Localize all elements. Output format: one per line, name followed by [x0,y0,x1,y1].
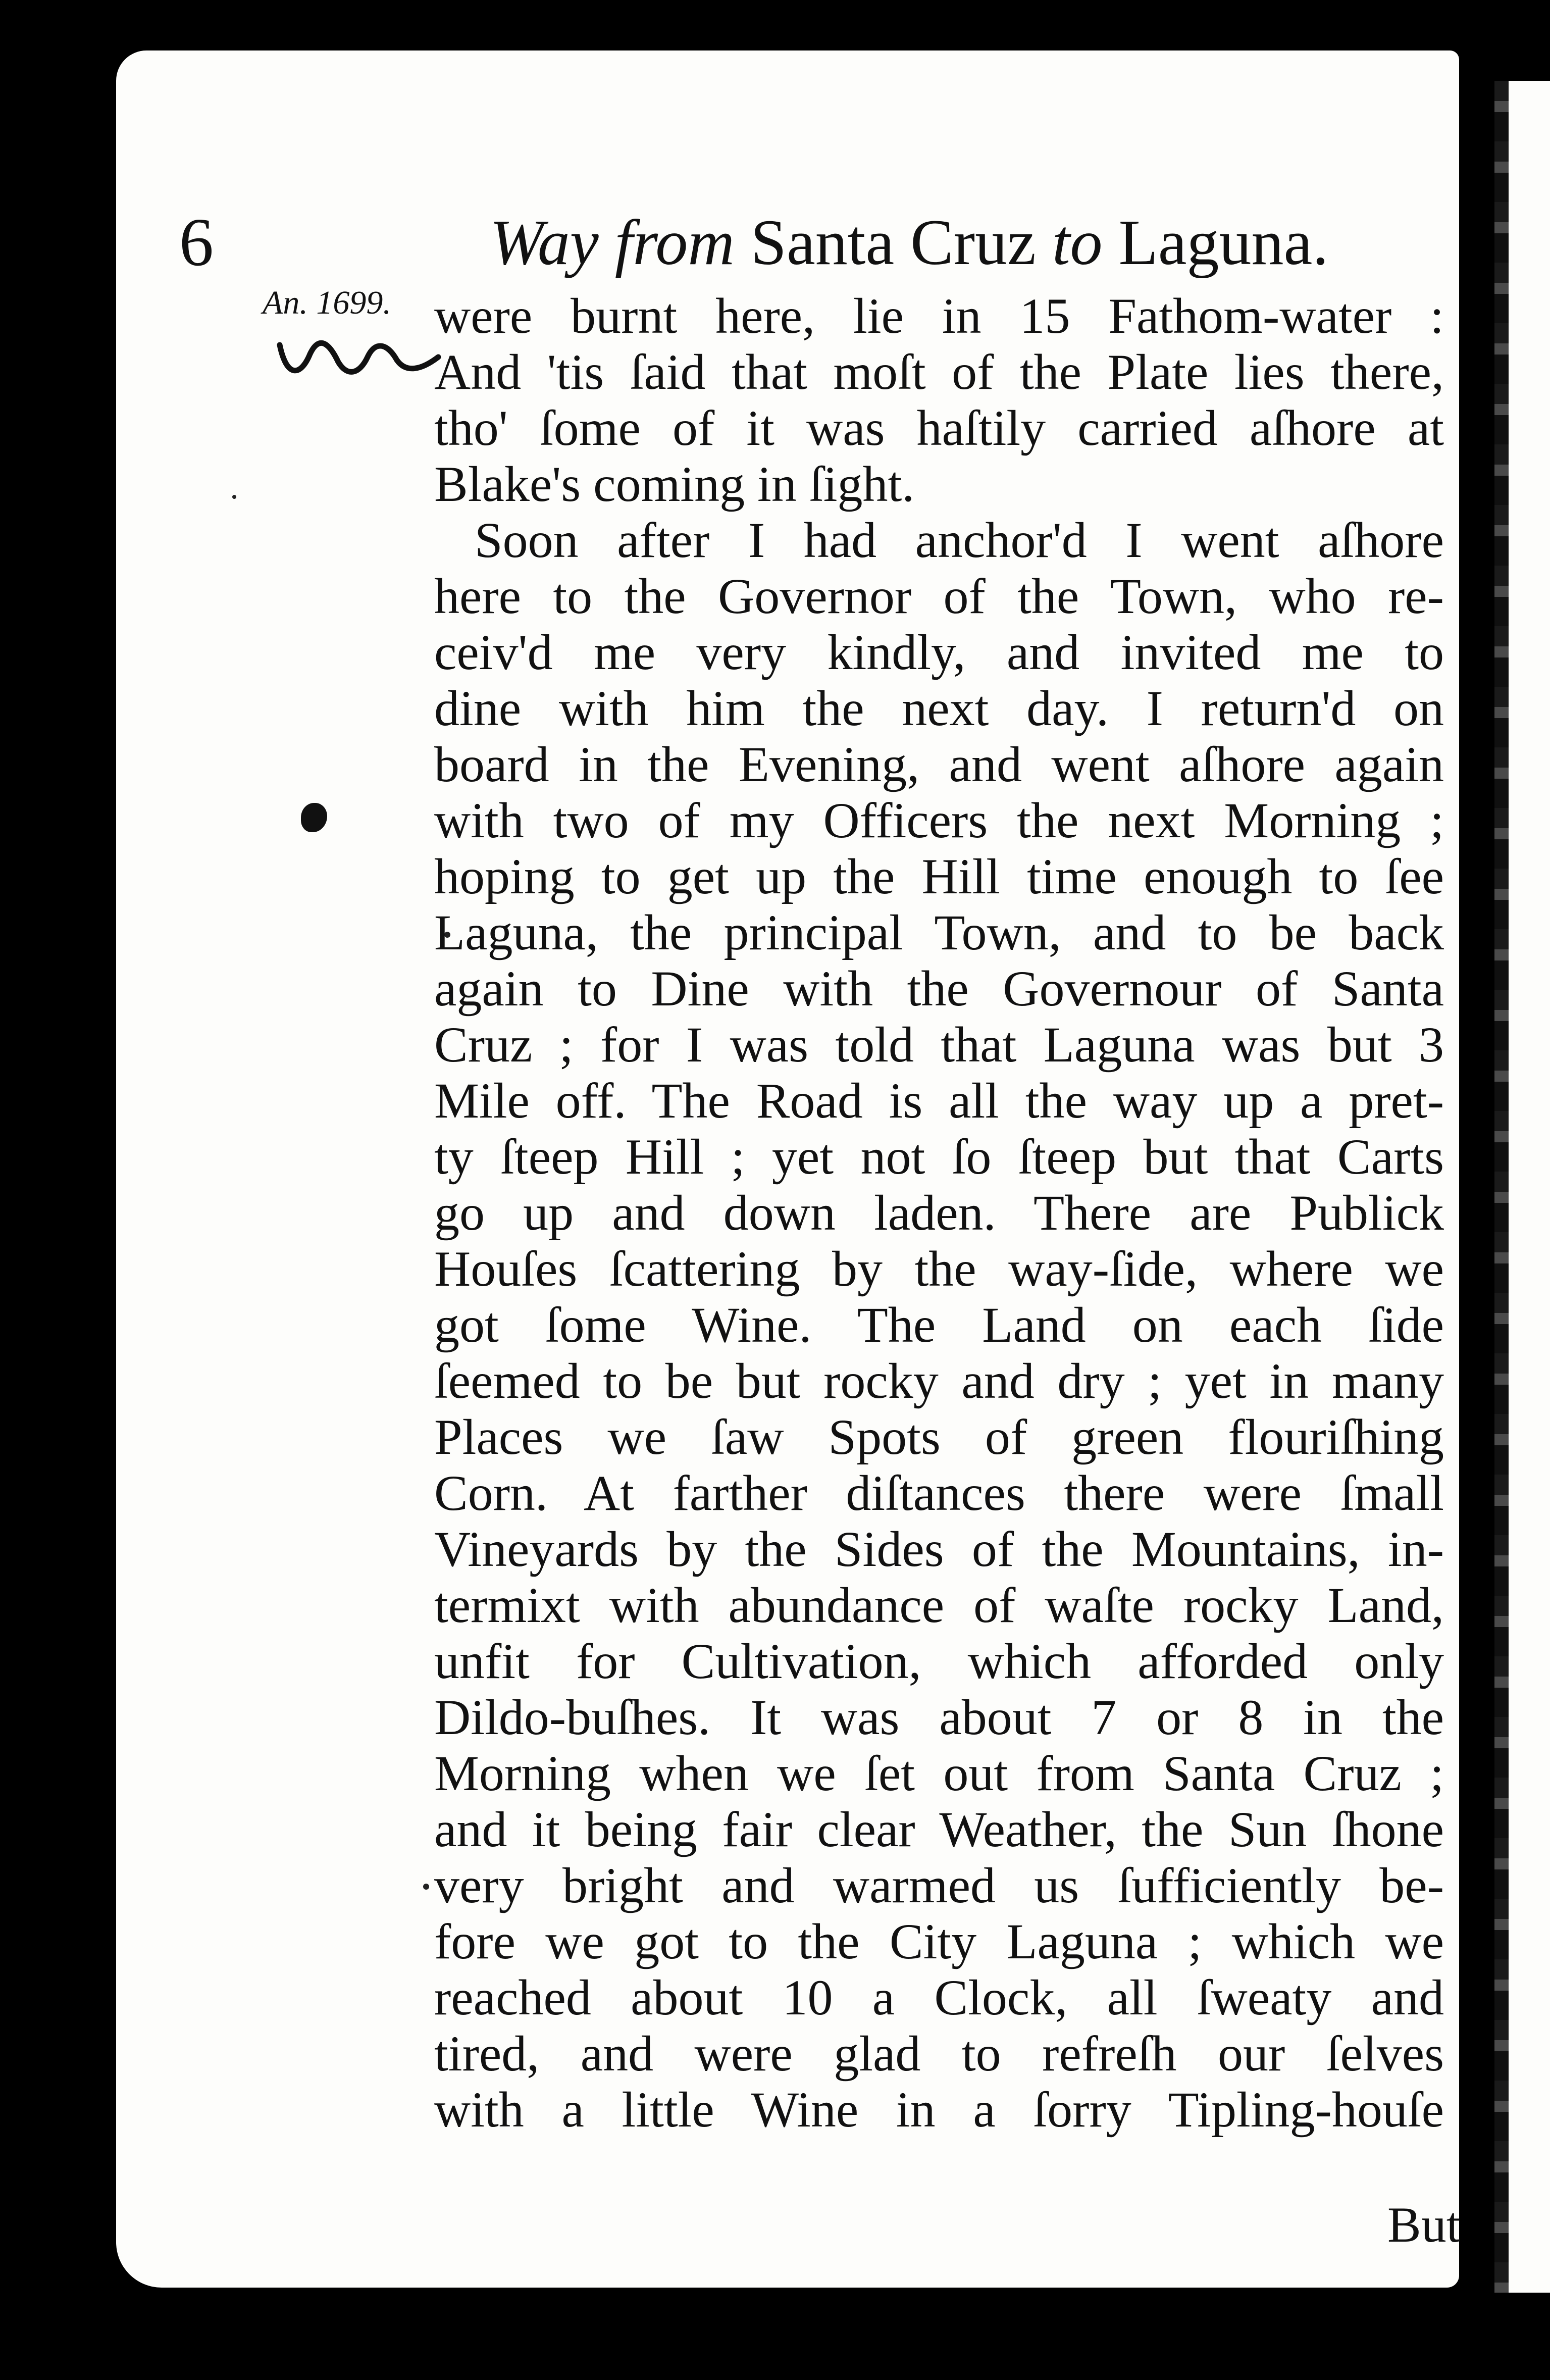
text-line: again to Dine with the Governour of Santa [434,960,1444,1017]
running-title-part-4: Laguna. [1118,207,1329,278]
text-line: very bright and warmed us ſufficiently be- [434,1857,1444,1913]
text-line: tired, and were glad to refreſh our ſelves [434,2025,1444,2082]
text-line: Blake's coming in ſight. [434,456,915,512]
text-line: Soon after I had anchor'd I went aſhore [475,512,1444,568]
text-line: fore we got to the City Laguna ; which we [434,1913,1444,1969]
text-line: termixt with abundance of waſte rocky Land, [434,1577,1444,1633]
text-line: go up and down laden. There are Publick [434,1185,1444,1241]
text-line: Mile off. The Road is all the way up a pret- [434,1073,1444,1129]
text-line: Dildo-buſhes. It was about 7 or 8 in the [434,1689,1444,1745]
text-line: Morning when we ſet out from Santa Cruz ; [434,1745,1444,1801]
running-title [490,199,1328,285]
text-line: with a little Wine in a ſorry Tipling-houſe [434,2082,1444,2138]
running-title-part-3: to [1052,207,1103,278]
running-head [0,199,1550,285]
wavy-ornament-icon [277,331,443,376]
text-line: Laguna, the principal Town, and to be back [434,904,1444,960]
text-line: ceiv'd me very kindly, and invited me to [434,624,1444,680]
text-line: were burnt here, lie in 15 Fathom-water : [434,288,1444,344]
text-line: reached about 10 a Clock, all ſweaty and [434,1969,1444,2025]
text-line: here to the Governor of the Town, who re- [434,568,1444,624]
margin-year-note: An. 1699. [263,284,391,321]
catchword: But [1387,2197,1461,2253]
body-text [434,288,1444,2138]
running-title-part-2: Santa Cruz [750,207,1036,278]
text-line: Corn. At farther diſtances there were ſmall [434,1465,1444,1521]
text-line: Cruz ; for I was told that Laguna was but 3 [434,1017,1444,1073]
ink-speck [423,1884,429,1890]
running-title-part-1: Way from [490,207,735,278]
text-line: got ſome Wine. The Land on each ſide [434,1297,1444,1353]
text-line: with two of my Officers the next Morning ; [434,792,1444,848]
text-line: Vineyards by the Sides of the Mountains, in- [434,1521,1444,1577]
text-line: Houſes ſcattering by the way-ſide, where we [434,1241,1444,1297]
page-number: 6 [179,205,214,280]
text-line: ſeemed to be but rocky and dry ; yet in many [434,1353,1444,1409]
text-line: tho' ſome of it was haſtily carried aſhore at [434,400,1444,456]
text-line: board in the Evening, and went aſhore again [434,736,1444,792]
text-line: And 'tis ſaid that moſt of the Plate lies there, [434,344,1444,400]
text-line: hoping to get up the Hill time enough to ſee [434,848,1444,904]
text-line: unfit for Cultivation, which afforded only [434,1633,1444,1689]
text-line: and it being fair clear Weather, the Sun ſhone [434,1801,1444,1857]
text-line: Places we ſaw Spots of green flouriſhing [434,1409,1444,1465]
text-line: ty ſteep Hill ; yet not ſo ſteep but that Carts [434,1129,1444,1185]
ink-speck [232,495,236,499]
facing-page-edge [1494,81,1550,2293]
text-line: dine with him the next day. I return'd on [434,680,1444,736]
